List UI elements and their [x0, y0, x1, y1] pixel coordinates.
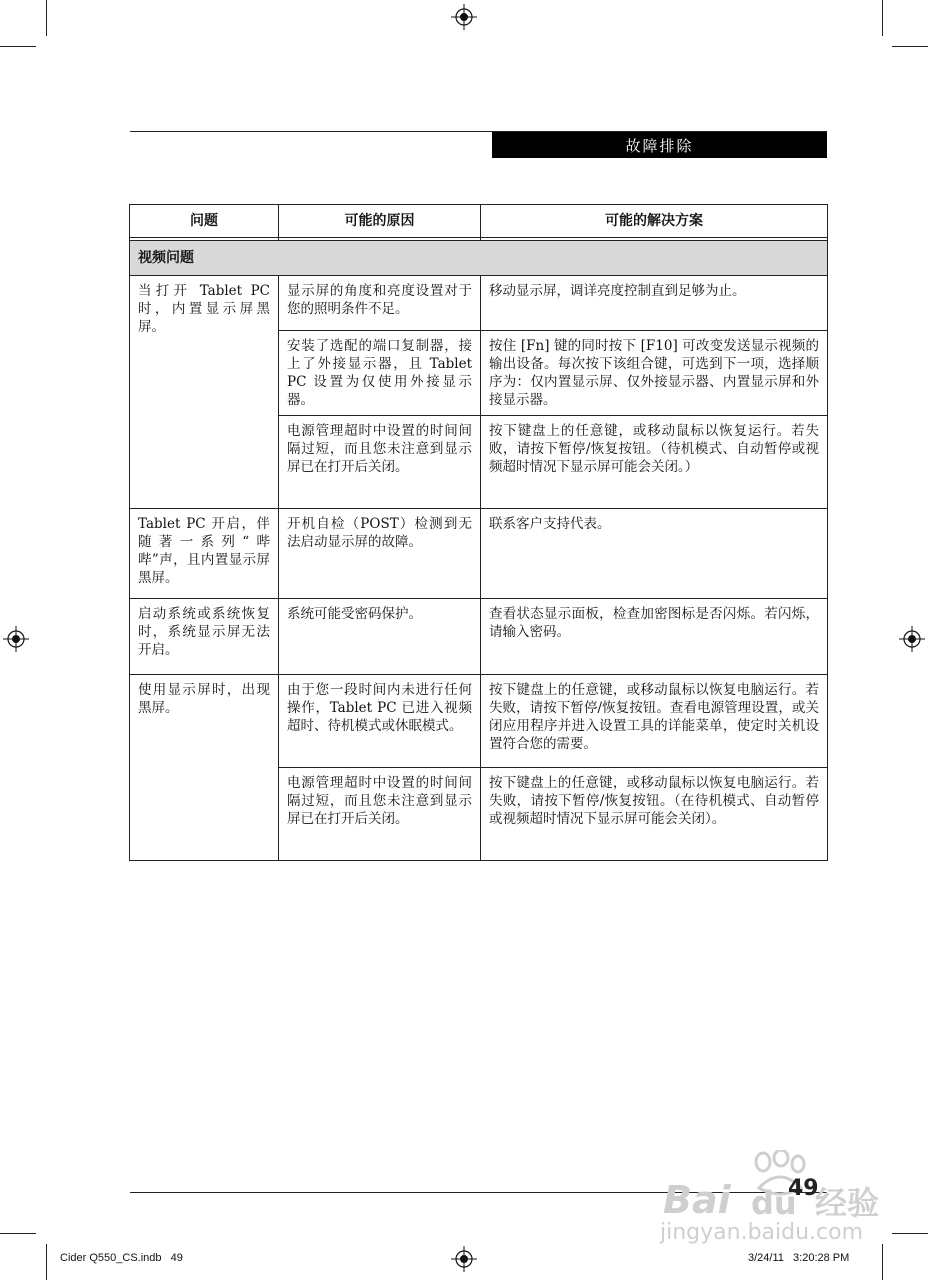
- solution-cell: 按下键盘上的任意键，或移动鼠标以恢复电脑运行。若失败，请按下暂停/恢复按钮。查看电源管理设置，或关闭应用程序并进入设置工具的详能菜单，使定时关机设置符合您的需要。: [481, 675, 828, 768]
- table-header-row: [130, 205, 828, 238]
- section-label: 视频问题: [130, 241, 828, 276]
- page-number: 49: [788, 1176, 819, 1201]
- registration-mark-icon: [3, 626, 29, 652]
- table-row: [130, 599, 828, 675]
- table-row: [130, 675, 828, 768]
- column-header-cause: 可能的原因: [279, 205, 481, 238]
- solution-cell: 联系客户支持代表。: [481, 509, 828, 599]
- baidu-watermark: [655, 1150, 885, 1250]
- watermark-brand-2: du: [751, 1184, 797, 1222]
- watermark-url: jingyan.baidu.com: [660, 1220, 864, 1245]
- crop-mark: [882, 0, 883, 36]
- section-title: 故障排除: [625, 136, 694, 155]
- watermark-jingyan: 经验: [815, 1184, 880, 1222]
- problem-cell: 使用显示屏时，出现黑屏。: [130, 675, 279, 861]
- troubleshooting-table: [129, 204, 828, 861]
- cause-cell: 系统可能受密码保护。: [279, 599, 481, 675]
- column-header-problem: 问题: [130, 205, 279, 238]
- cause-cell: 电源管理超时中设置的时间间隔过短，而且您未注意到显示屏已在打开后关闭。: [279, 768, 481, 861]
- crop-mark: [0, 1233, 36, 1234]
- problem-cell: Tablet PC 开启，伴随著一系列“哔哔”声，且内置显示屏黑屏。: [130, 509, 279, 599]
- crop-mark: [892, 46, 928, 47]
- footer-file-info: Cider Q550_CS.indb 49: [60, 1252, 183, 1264]
- cause-cell: 显示屏的角度和亮度设置对于您的照明条件不足。: [279, 276, 481, 331]
- problem-cell: 启动系统或系统恢复时，系统显示屏无法开启。: [130, 599, 279, 675]
- cause-cell: 开机自检（POST）检测到无法启动显示屏的故障。: [279, 509, 481, 599]
- cause-cell: 由于您一段时间内未进行任何操作，Tablet PC 已进入视频超时、待机模式或休眠模式。: [279, 675, 481, 768]
- solution-cell: 按下键盘上的任意键，或移动鼠标以恢复运行。若失败，请按下暂停/恢复按钮。（待机模式、自动暂停或视频超时情况下显示屏可能会关闭。）: [481, 416, 828, 509]
- solution-cell: 移动显示屏，调详亮度控制直到足够为止。: [481, 276, 828, 331]
- crop-mark: [46, 0, 47, 36]
- cause-cell: 安装了选配的端口复制器，接上了外接显示器，且 Tablet PC 设置为仅使用外接显示器。: [279, 331, 481, 416]
- watermark-brand: Bai: [663, 1178, 731, 1222]
- solution-cell: 查看状态显示面板，检查加密图标是否闪烁。若闪烁，请输入密码。: [481, 599, 828, 675]
- registration-mark-icon: [899, 626, 925, 652]
- registration-mark-icon: [451, 4, 477, 30]
- problem-cell: 当打开 Tablet PC 时，内置显示屏黑屏。: [130, 276, 279, 509]
- solution-cell: 按住 [Fn] 键的同时按下 [F10] 可改变发送显示视频的输出设备。每次按下该组合键，可选到下一项，选择顺序为：仅内置显示屏、仅外接显示器、内置显示屏和外接显示器。: [481, 331, 828, 416]
- registration-mark-icon: [451, 1246, 477, 1272]
- solution-cell: 按下键盘上的任意键，或移动鼠标以恢复电脑运行。若失败，请按下暂停/恢复按钮。（在待机模式、自动暂停或视频超时情况下显示屏可能会关闭）。: [481, 768, 828, 861]
- column-header-solution: 可能的解决方案: [481, 205, 828, 238]
- crop-mark: [892, 1233, 928, 1234]
- table-section-row: [130, 241, 828, 276]
- section-header: [492, 132, 827, 158]
- crop-mark: [46, 1244, 47, 1280]
- table-row: [130, 509, 828, 599]
- footer-timestamp: 3/24/11 3:20:28 PM: [748, 1252, 850, 1264]
- table-row: [130, 276, 828, 331]
- crop-mark: [0, 46, 36, 47]
- cause-cell: 电源管理超时中设置的时间间隔过短，而且您未注意到显示屏已在打开后关闭。: [279, 416, 481, 509]
